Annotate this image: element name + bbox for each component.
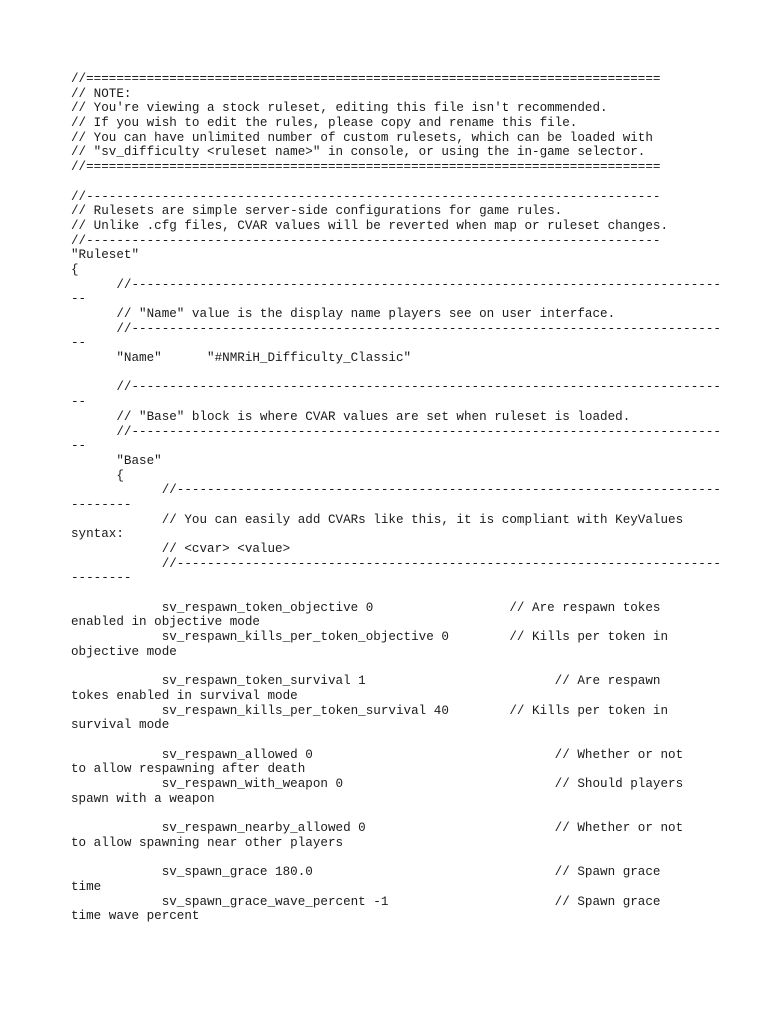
text-line: -- [71,439,87,454]
text-line: sv_spawn_grace_wave_percent -1 // Spawn grace [71,894,661,909]
text-line: time [71,879,102,894]
text-line: // NOTE: [71,86,132,101]
text-line: to allow respawning after death [71,762,306,777]
text-line: "Ruleset" [71,248,140,263]
text-line: // "Base" block is where CVAR values are set when ruleset is loaded. [71,409,631,424]
text-line: //------------------------------------------------------------------------------ [71,321,721,336]
text-line: sv_respawn_nearby_allowed 0 // Whether or not [71,821,684,836]
text-line [71,850,761,865]
text-line: //------------------------------------------------------------------------------ [71,277,721,292]
text-line: time wave percent [71,909,200,924]
text-line: // If you wish to edit the rules, please copy and rename this file. [71,116,578,131]
text-line: sv_respawn_allowed 0 // Whether or not [71,747,684,762]
text-line: -------- [71,571,132,586]
text-line: tokes enabled in survival mode [71,688,298,703]
text-line: sv_spawn_grace 180.0 // Spawn grace [71,865,661,880]
text-line: { [71,468,124,483]
text-line: to allow spawning near other players [71,835,344,850]
text-line: -- [71,336,87,351]
text-line: // "Name" value is the display name players see on user interface. [71,307,616,321]
text-line: enabled in objective mode [71,615,260,630]
text-line: // You're viewing a stock ruleset, editing this file isn't recommended. [71,101,608,116]
text-line [71,733,761,748]
text-line: // Rulesets are simple server-side configurations for game rules. [71,204,563,219]
text-line: //------------------------------------------------------------------------------ [71,380,721,395]
text-line: sv_respawn_token_objective 0 // Are respawn tokes [71,600,661,615]
text-line: //============================================================================ [71,160,661,175]
text-line: // <cvar> <value> [71,542,291,556]
text-line: //------------------------------------------------------------------------------ [71,424,721,439]
text-line: -------- [71,497,132,512]
text-line: sv_respawn_kills_per_token_survival 40 // Kills per token in [71,703,669,718]
text-line [71,806,761,821]
text-line: { [71,262,79,277]
text-line: sv_respawn_token_survival 1 // Are respawn [71,674,661,689]
text-line: syntax: [71,527,124,542]
text-line: //------------------------------------------------------------------------ [71,483,721,498]
text-line [71,175,761,190]
text-line [71,586,761,601]
text-line: // You can have unlimited number of custom rulesets, which can be loaded with [71,130,653,145]
text-line: "Base" [71,453,162,468]
text-line: sv_respawn_with_weapon 0 // Should players [71,777,684,791]
text-line: //------------------------------------------------------------------------ [71,556,721,571]
text-line: //---------------------------------------------------------------------------- [71,189,661,204]
text-line: "Name" "#NMRiH_Difficulty_Classic" [71,351,412,366]
text-line: objective mode [71,644,177,659]
ruleset-config-text [71,72,761,924]
text-line: survival mode [71,718,170,733]
text-line: spawn with a weapon [71,791,215,806]
text-line: // Unlike .cfg files, CVAR values will be reverted when map or ruleset changes. [71,218,669,233]
text-line: -- [71,395,87,410]
text-line: //============================================================================ [71,72,661,86]
text-line: //---------------------------------------------------------------------------- [71,233,661,248]
text-line: sv_respawn_kills_per_token_objective 0 // Kills per token in [71,630,669,645]
text-line [71,366,761,381]
text-line: // You can easily add CVARs like this, it is compliant with KeyValues [71,512,684,527]
text-line: -- [71,292,87,307]
text-line: // "sv_difficulty <ruleset name>" in console, or using the in-game selector. [71,145,646,160]
text-line [71,660,761,675]
